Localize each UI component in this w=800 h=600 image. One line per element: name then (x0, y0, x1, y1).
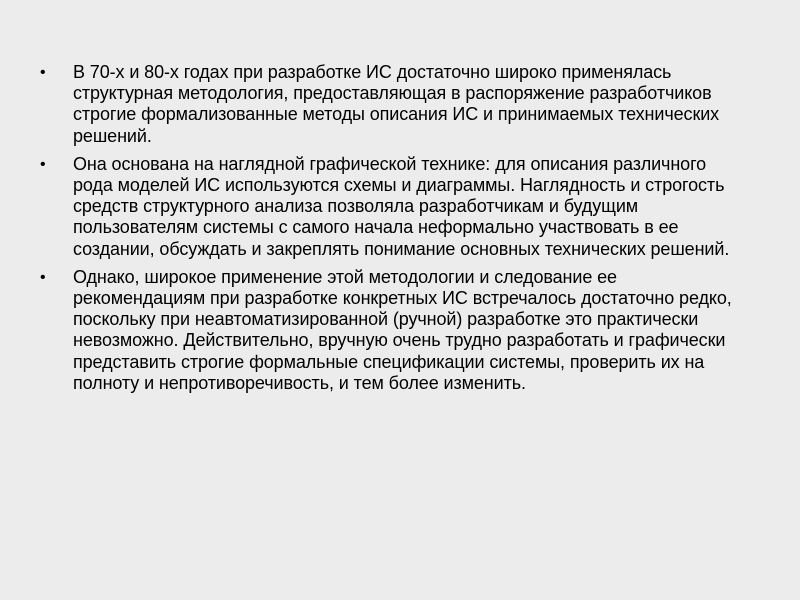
bullet-marker: • (40, 268, 46, 286)
bullet-item-1 (40, 62, 750, 147)
bullet-item-3 (40, 267, 750, 394)
bullet-text-2: Она основана на наглядной графической технике: для описания различного рода моделей ИС используются схемы и диаграммы. Наглядность и строгость средств структурного анализа позволяла разработчикам и будущим пользователям системы с самого начала неформально участвовать в ее создании, обсуждать и закреплять понимание основных технических решений. (73, 153, 730, 259)
bullet-list (40, 62, 750, 401)
bullet-item-2 (40, 154, 750, 260)
bullet-text-3: Однако, широкое применение этой методологии и следование ее рекомендациям при разработке конкретных ИС встречалось достаточно редко, поскольку при неавтоматизированной (ручной) разработке это практически невозможно. Действительно, вручную очень трудно разработать и графически представить строгие формальные спецификации системы, проверить их на полноту и непротиворечивость, и тем более изменить. (73, 266, 732, 393)
bullet-marker: • (40, 64, 46, 81)
bullet-text-1: В 70-х и 80-х годах при разработке ИС достаточно широко применялась структурная методология, предоставляющая в распоряжение разработчиков строгие формализованные методы описания ИС и принимаемых технических решений. (73, 62, 720, 146)
bullet-marker: • (40, 155, 46, 173)
